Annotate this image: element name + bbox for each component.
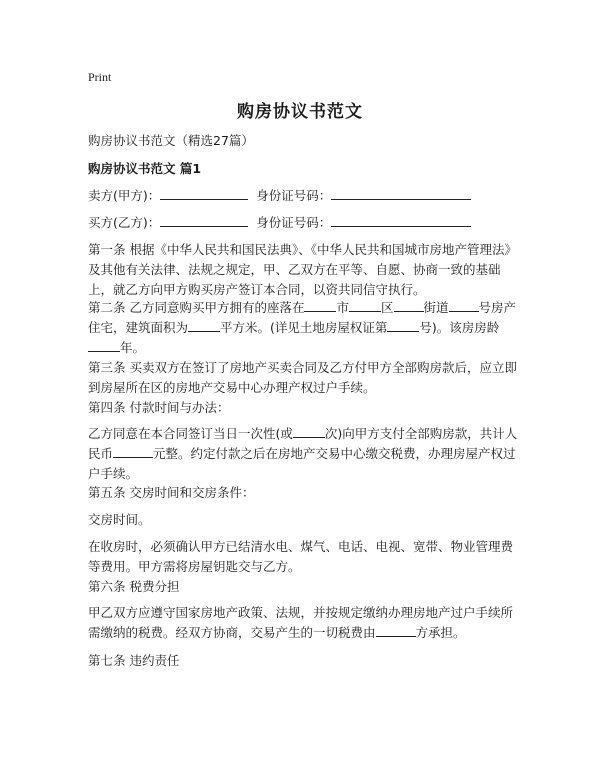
clause-4 — [88, 424, 518, 484]
clause-2-text-d: 街道 — [423, 300, 449, 315]
clause-6 — [88, 603, 518, 643]
clause-3: 第三条 买卖双方在签订了房地产买卖合同及乙方付甲方全部购房款后，应立即到房屋所在区的房地产交易中心办理产权过户手续。 — [88, 360, 517, 395]
clause-2-text-b: 市 — [336, 300, 349, 315]
district-blank — [349, 298, 381, 312]
buyer-label: 买方(乙方)： — [88, 215, 161, 230]
clause-7-title: 第七条 违约责任 — [88, 653, 180, 668]
seller-id-blank — [331, 186, 471, 200]
seller-name-blank — [160, 186, 248, 200]
clause-1: 第一条 根据《中华人民共和国民法典》、《中华人民共和国城市房地产管理法》及其他有关法律、法规之规定，甲、乙双方在平等、自愿、协商一致的基础上，就乙方向甲方购买房产签订本合同，以资共同信守执行。 — [88, 242, 517, 297]
clause-6-text-a: 甲乙双方应遵守国家房地产政策、法规，并按规定缴纳办理房地产过户手续所需缴纳的税费。经双方协商，交易产生的一切税费由 — [88, 605, 514, 640]
clause-6-title: 第六条 税费分担 — [88, 579, 180, 594]
street-blank — [394, 298, 424, 312]
number-blank — [449, 298, 479, 312]
certificate-blank — [387, 318, 419, 332]
clause-6-text-b: 方承担。 — [415, 625, 466, 640]
clause-4-title: 第四条 付款时间与办法： — [88, 400, 230, 415]
clause-2-text-f: 平方米。(详见土地房屋权证第 — [220, 320, 388, 335]
buyer-name-blank — [160, 213, 248, 227]
clause-2-text-a: 第二条 乙方同意购买甲方拥有的座落在 — [88, 300, 305, 315]
clause-5-time: 交房时间。 — [88, 512, 151, 527]
buyer-id-blank — [331, 213, 471, 227]
area-blank — [188, 318, 220, 332]
clause-2-text-e: 号房产住宅，建筑面积为 — [88, 300, 517, 335]
buyer-id-label: 身份证号码： — [256, 215, 332, 230]
amount-blank — [113, 444, 153, 458]
installments-blank — [293, 424, 325, 438]
page-title: 购房协议书范文 — [237, 102, 363, 122]
seller-id-label: 身份证号码： — [256, 188, 332, 203]
document-subtitle: 购房协议书范文（精选27篇） — [88, 133, 254, 148]
party-blank — [376, 623, 416, 637]
clause-5-body: 在收房时，必须确认甲方已结清水电、煤气、电话、电视、宽带、物业管理费等费用。甲方需将房屋钥匙交与乙方。 — [88, 539, 514, 574]
clause-4-text-b: 次)向甲方支付全部购房款，共计人民币 — [88, 426, 518, 461]
seller-row — [88, 186, 471, 206]
clause-2-text-c: 区 — [381, 300, 394, 315]
clause-4-text-a: 乙方同意在本合同签订当日一次性(或 — [88, 426, 293, 441]
city-blank — [304, 298, 336, 312]
clause-2 — [88, 298, 518, 358]
buyer-row — [88, 213, 471, 233]
section-heading: 购房协议书范文 篇1 — [88, 161, 202, 176]
age-blank — [88, 338, 120, 352]
clause-2-text-g: 号)。该房房龄 — [419, 320, 500, 335]
print-link[interactable]: Print — [88, 70, 112, 84]
seller-label: 卖方(甲方)： — [88, 188, 161, 203]
clause-5-title: 第五条 交房时间和交房条件： — [88, 485, 255, 500]
clause-4-text-c: 元整。约定付款之后在房地产交易中心缴交税费，办理房屋产权过户手续。 — [88, 446, 516, 481]
clause-2-text-h: 年。 — [120, 340, 146, 355]
